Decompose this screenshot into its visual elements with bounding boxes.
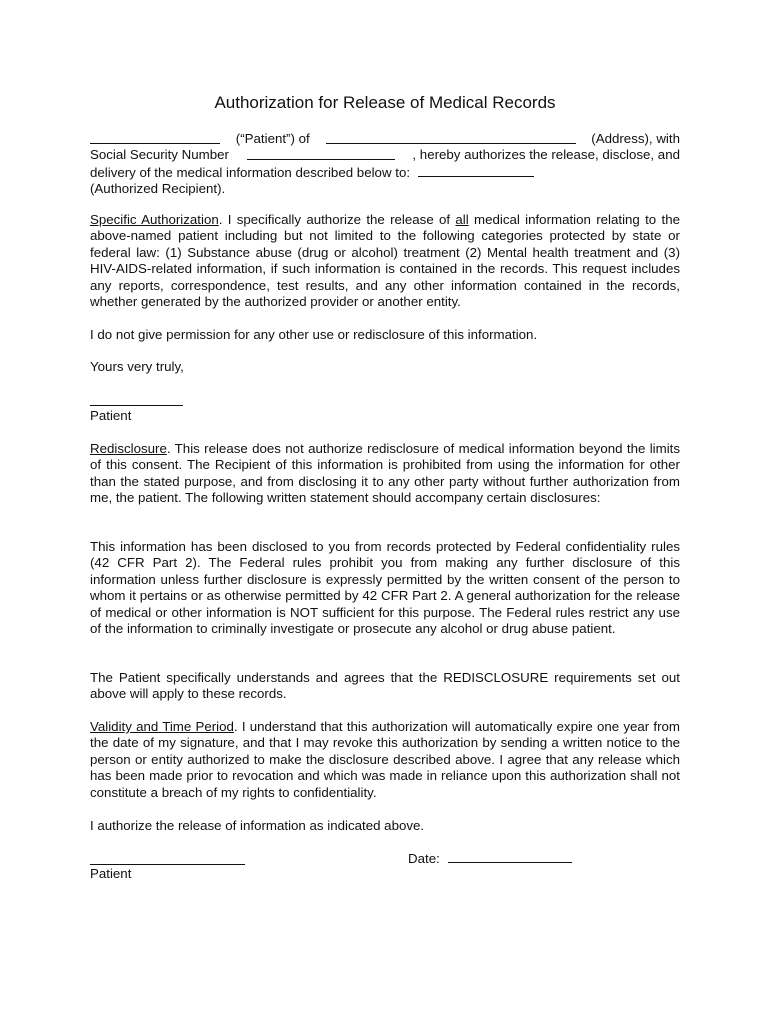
authorize-final-statement: I authorize the release of information as indicated above. [90, 818, 425, 833]
no-permission-statement: I do not give permission for any other use or redisclosure of this information. [90, 327, 538, 342]
federal-statement-paragraph: This information has been disclosed to you from records protected by Federal confidentiality rules (42 CFR Part 2). The Federal rules prohibit you from making any further disclosure of this information unless further disclosure is expressly permitted by the written consent of the person to whom it pertains or as otherwise permitted by 42 CFR Part 2. A general authorization for the release of medical or other information is NOT sufficient for this purpose. The Federal rules restrict any use of the information to criminally investigate or prosecute any alcohol or drug abuse patient. [90, 539, 680, 637]
specific-authorization-heading: Specific Authorization [90, 212, 219, 227]
intro-line-1 [90, 131, 680, 147]
ssn-field[interactable] [247, 147, 395, 160]
patient-signature-label-2: Patient [90, 866, 132, 881]
address-label: (Address), with [591, 131, 680, 146]
patient-label: (“Patient”) of [235, 131, 310, 146]
ssn-label: Social Security Number [90, 147, 229, 163]
date-label: Date: [408, 851, 440, 866]
understands-paragraph: The Patient specifically understands and agrees that the REDISCLOSURE requirements set out above will apply to these records. [90, 670, 680, 702]
closing-text: Yours very truly, [90, 359, 184, 374]
patient-signature-line-1[interactable] [90, 405, 183, 406]
intro-line-2 [90, 147, 680, 163]
address-field[interactable] [326, 131, 576, 144]
specific-authorization-all: all [455, 212, 469, 227]
redisclosure-paragraph [90, 441, 680, 507]
intro-line-3 [90, 164, 680, 181]
date-row [408, 850, 572, 867]
validity-paragraph [90, 719, 680, 801]
specific-authorization-text-a: . I specifically authorize the release of [218, 212, 456, 227]
authorizes-text: , hereby authorizes the release, disclose, and [412, 147, 680, 163]
recipient-field[interactable] [418, 164, 534, 177]
recipient-label: (Authorized Recipient). [90, 181, 226, 197]
specific-authorization-paragraph [90, 212, 680, 310]
redisclosure-text: . This release does not authorize redisclosure of medical information beyond the limits of this consent. The Recipient of this information is prohibited from using the information for other than the stated purpose, and from disclosing it to any other party without further authorization from me, the patient. The following written statement should accompany certain disclosures: [90, 441, 680, 506]
validity-text: . I understand that this authorization will automatically expire one year from the date of my signature, and that I may revoke this authorization by sending a written notice to the person or entity authorized to make the disclosure described above. I agree that any release which has been made prior to revocation and which was made in reliance upon this authorization shall not constitute a breach of my rights to confidentiality. [90, 719, 680, 800]
document-title: Authorization for Release of Medical Records [214, 93, 556, 112]
validity-heading: Validity and Time Period [90, 719, 234, 734]
delivery-text: delivery of the medical information described below to: [90, 164, 411, 180]
patient-signature-line-2[interactable] [90, 864, 245, 865]
specific-authorization-text-b: medical information relating to the above-named patient including but not limited to the following categories protected by state or federal law: (1) Substance abuse (drug or alcohol) treatment (2) Mental health treatment and (3) HIV-AIDS-related information, if such information is contained in the records. This request includes any reports, correspondence, test results, and any other information contained in the records, whether generated by the authorized provider or another entity. [90, 212, 680, 310]
date-field[interactable] [448, 850, 572, 863]
patient-name-field[interactable] [90, 131, 220, 144]
patient-signature-label-1: Patient [90, 408, 132, 423]
intro-paragraph [90, 131, 680, 198]
redisclosure-heading: Redisclosure [90, 441, 167, 456]
